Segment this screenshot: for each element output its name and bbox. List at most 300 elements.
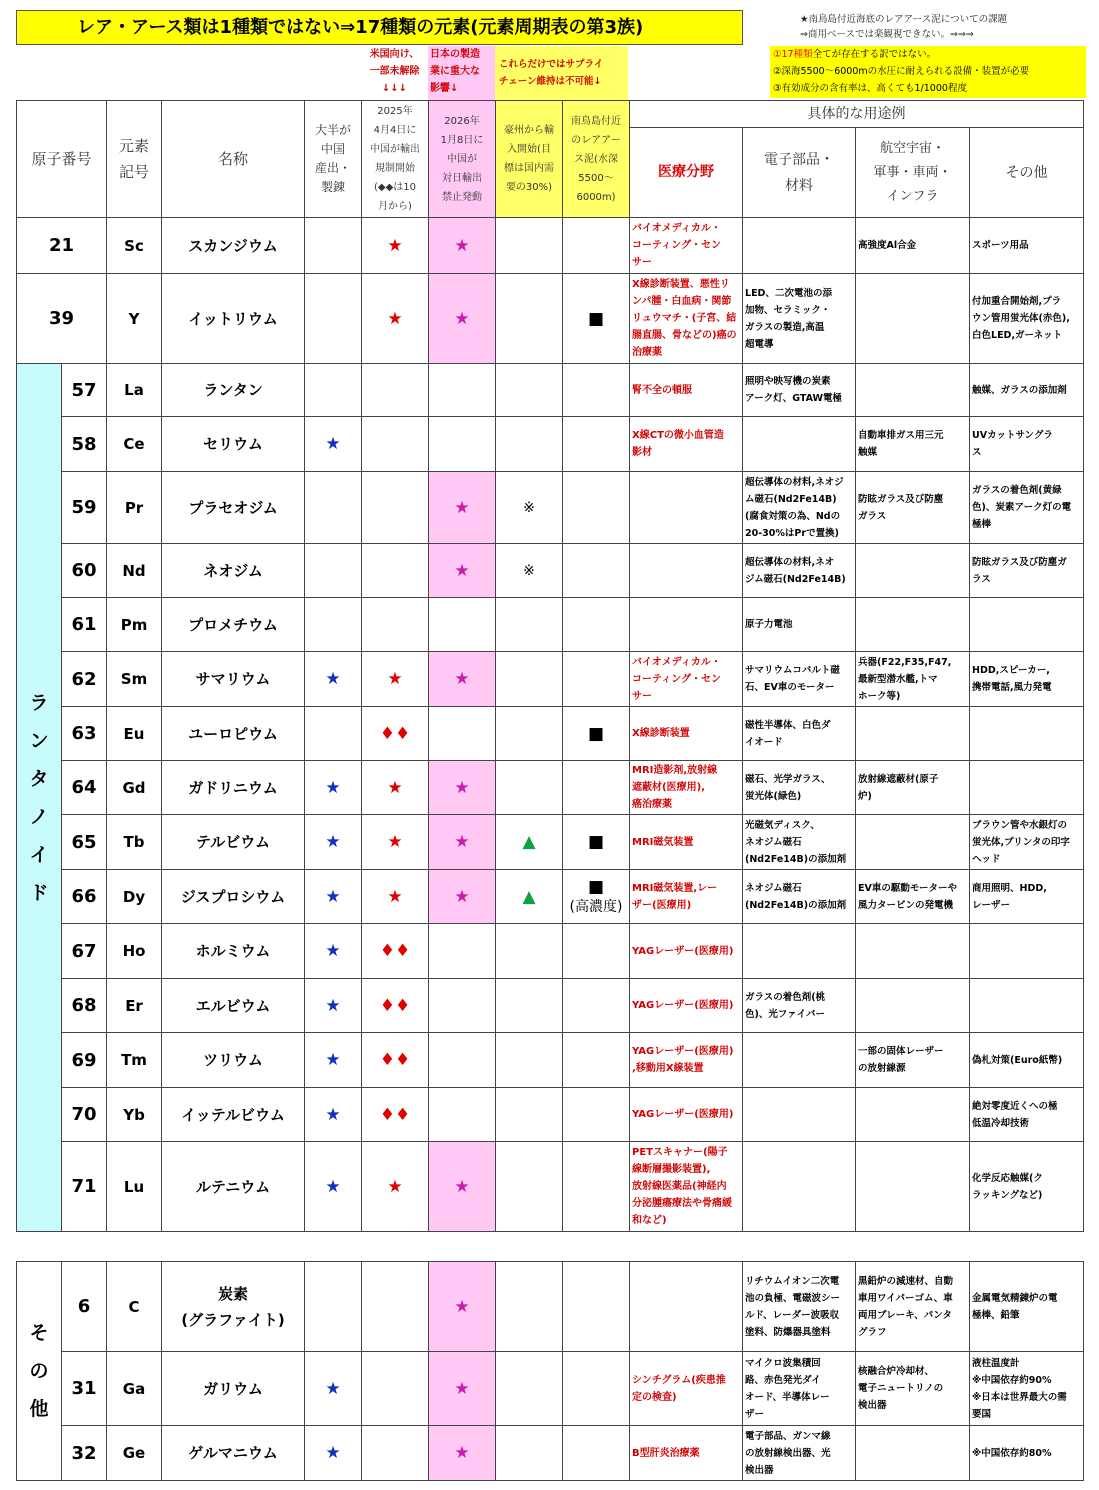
medical-use: バイオメディカル・ コーティング・セン サー (630, 218, 743, 274)
triangle-mark: ▲ (522, 832, 536, 852)
element-symbol: Yb (107, 1088, 162, 1142)
header-minamitori: 南鳥島付近 のレアアー ス泥(水深 5500～ 6000m) (563, 101, 630, 218)
export-ban-2026-cell (429, 1033, 496, 1088)
blue-star-mark: ★ (325, 1443, 341, 1463)
minamitori-mud-cell (563, 1352, 630, 1426)
export-control-2025-cell (362, 218, 429, 274)
export-ban-2026-cell (429, 761, 496, 815)
element-row (17, 472, 1084, 544)
element-symbol: Pm (107, 598, 162, 652)
page-title: レア・アース類は1種類ではない⇒17種類の元素(元素周期表の第3族) (16, 10, 743, 45)
ref-mark: ※ (523, 500, 535, 516)
atomic-number: 65 (62, 815, 107, 870)
china-production-cell (305, 1426, 362, 1481)
other-use: 偽札対策(Euro紙幣) (970, 1033, 1084, 1088)
aerospace-use (856, 707, 970, 761)
australia-import-cell (496, 979, 563, 1033)
china-production-cell (305, 815, 362, 870)
export-ban-2026-cell (429, 544, 496, 598)
element-name: テルビウム (162, 815, 305, 870)
other-use: 金属電気精錬炉の電 極棒、鉛筆 (970, 1262, 1084, 1352)
red-star-mark: ★ (387, 777, 403, 798)
export-ban-2026-cell (429, 417, 496, 472)
diamonds-mark: ♦♦ (379, 941, 411, 961)
minamitori-mud-cell (563, 924, 630, 979)
aerospace-use: 核融合炉冷却材、 電子ニュートリノの 検出器 (856, 1352, 970, 1426)
other-use: 化学反応触媒(ク ラッキングなど) (970, 1142, 1084, 1232)
atomic-number: 60 (62, 544, 107, 598)
minamitori-mud-cell (563, 1142, 630, 1232)
export-control-2025-cell (362, 1033, 429, 1088)
australia-import-cell (496, 652, 563, 707)
minamitori-mud-cell (563, 870, 630, 924)
element-row (17, 598, 1084, 652)
export-ban-2026-cell (429, 274, 496, 364)
element-name: ホルミウム (162, 924, 305, 979)
other-use (970, 598, 1084, 652)
blue-star-mark: ★ (325, 777, 341, 798)
red-star-mark: ★ (387, 886, 403, 907)
minamitori-mud-cell (563, 652, 630, 707)
medical-use: YAGレーザー(医療用) ,移動用X線装置 (630, 1033, 743, 1088)
element-row (17, 218, 1084, 274)
electronics-use: 原子力電池 (743, 598, 856, 652)
pink-star-mark: ★ (454, 832, 470, 852)
element-row (17, 924, 1084, 979)
other-use: ブラウン管や水銀灯の 蛍光体,プリンタの印字 ヘッド (970, 815, 1084, 870)
element-name: スカンジウム (162, 218, 305, 274)
header-australia: 豪州から輸 入開始(目 標は国内需 要の30%) (496, 101, 563, 218)
medical-use: YAGレーザー(医療用) (630, 924, 743, 979)
atomic-number: 68 (62, 979, 107, 1033)
china-production-cell (305, 1088, 362, 1142)
blue-star-mark: ★ (325, 434, 341, 454)
china-production-cell (305, 1262, 362, 1352)
element-row (17, 544, 1084, 598)
medical-use (630, 472, 743, 544)
australia-import-cell (496, 417, 563, 472)
atomic-number: 61 (62, 598, 107, 652)
minamitori-mud-cell (563, 1033, 630, 1088)
australia-import-cell (496, 364, 563, 417)
china-production-cell (305, 218, 362, 274)
medical-use: YAGレーザー(医療用) (630, 1088, 743, 1142)
element-name: イットリウム (162, 274, 305, 364)
issues-box (770, 46, 1086, 98)
other-use (970, 979, 1084, 1033)
red-star-mark: ★ (387, 235, 403, 256)
pink-star-mark: ★ (454, 497, 470, 518)
export-control-2025-cell (362, 364, 429, 417)
aerospace-use (856, 1142, 970, 1232)
aerospace-use: 兵器(F22,F35,F47, 最新型潜水艦,トマ ホーク等) (856, 652, 970, 707)
export-ban-2026-cell (429, 598, 496, 652)
pink-star-mark: ★ (454, 1176, 470, 1197)
issue-1-lead: ①17種類 (773, 49, 813, 60)
element-symbol: C (107, 1262, 162, 1352)
header-symbol: 元素 記号 (107, 101, 162, 218)
square-mark: ■ (587, 832, 605, 852)
issue-1-text: 全てが存在する訳ではない。 (812, 49, 937, 60)
minamitori-mud-cell (563, 1426, 630, 1481)
china-production-cell (305, 472, 362, 544)
minamitori-mud-cell (563, 364, 630, 417)
diamonds-mark: ♦♦ (379, 1104, 411, 1125)
atomic-number: 62 (62, 652, 107, 707)
element-symbol: Lu (107, 1142, 162, 1232)
element-symbol: Tm (107, 1033, 162, 1088)
atomic-number: 39 (17, 274, 107, 364)
atomic-number: 32 (62, 1426, 107, 1481)
red-star-mark: ★ (387, 832, 403, 852)
japan-note: 日本の製造 業に重大な 影響↓ (430, 49, 480, 94)
other-use: ガラスの着色剤(黄緑 色)、炭素アーク灯の電 極棒 (970, 472, 1084, 544)
electronics-use (743, 417, 856, 472)
medical-use: シンチグラム(疾患推 定の検査) (630, 1352, 743, 1426)
pink-star-mark: ★ (454, 777, 470, 798)
element-name: セリウム (162, 417, 305, 472)
header-name: 名称 (162, 101, 305, 218)
header-jan2026: 2026年 1月8日に 中国が 対日輸出 禁止発動 (429, 101, 496, 218)
china-production-cell (305, 364, 362, 417)
china-production-cell (305, 870, 362, 924)
pink-star-mark: ★ (454, 308, 470, 329)
australia-import-cell (496, 472, 563, 544)
aerospace-use (856, 1426, 970, 1481)
export-ban-2026-cell (429, 870, 496, 924)
element-name: ランタン (162, 364, 305, 417)
china-production-cell (305, 1033, 362, 1088)
atomic-number: 64 (62, 761, 107, 815)
other-use: UVカットサングラ ス (970, 417, 1084, 472)
minamitori-mud-cell (563, 598, 630, 652)
other-use (970, 924, 1084, 979)
element-row (17, 1426, 1084, 1481)
element-row (17, 870, 1084, 924)
australia-import-cell (496, 544, 563, 598)
issue-1 (773, 46, 1086, 63)
element-name: 炭素 (グラファイト) (162, 1262, 305, 1352)
aerospace-use (856, 815, 970, 870)
australia-import-cell (496, 1033, 563, 1088)
aerospace-use (856, 1088, 970, 1142)
china-production-cell (305, 979, 362, 1033)
china-production-cell (305, 707, 362, 761)
element-symbol: Pr (107, 472, 162, 544)
medical-use: MRI磁気装置,レー ザー(医療用) (630, 870, 743, 924)
header-medical: 医療分野 (630, 128, 743, 218)
element-name: ジスプロシウム (162, 870, 305, 924)
export-ban-2026-cell (429, 815, 496, 870)
medical-use (630, 1262, 743, 1352)
element-row (17, 1033, 1084, 1088)
triangle-mark: ▲ (522, 886, 536, 907)
issue-2: ②深海5500～6000mの水圧に耐えられる設備・装置が必要 (773, 66, 1030, 77)
export-ban-2026-cell (429, 364, 496, 417)
aerospace-use: 放射線遮蔽材(原子 炉) (856, 761, 970, 815)
element-symbol: Dy (107, 870, 162, 924)
australia-import-cell (496, 761, 563, 815)
australia-import-cell (496, 815, 563, 870)
other-use: 付加重合開始剤,プラ ウン管用蛍光体(赤色), 白色LED,ガーネット (970, 274, 1084, 364)
medical-use (630, 598, 743, 652)
electronics-use: 磁性半導体、白色ダ イオード (743, 707, 856, 761)
electronics-use: ガラスの着色剤(桃 色)、光ファイバー (743, 979, 856, 1033)
element-symbol: Sc (107, 218, 162, 274)
australia-import-cell (496, 1262, 563, 1352)
export-control-2025-cell (362, 707, 429, 761)
export-ban-2026-cell (429, 979, 496, 1033)
export-ban-2026-cell (429, 1426, 496, 1481)
element-row (17, 707, 1084, 761)
china-production-cell (305, 544, 362, 598)
element-row (17, 1262, 1084, 1352)
aerospace-use: 自動車排ガス用三元 触媒 (856, 417, 970, 472)
atomic-number: 59 (62, 472, 107, 544)
blue-star-mark: ★ (325, 1378, 341, 1399)
element-row (17, 417, 1084, 472)
minamitori-mud-cell (563, 472, 630, 544)
element-row (17, 761, 1084, 815)
export-ban-2026-cell (429, 1088, 496, 1142)
china-production-cell (305, 1352, 362, 1426)
pink-star-mark: ★ (454, 1378, 470, 1399)
electronics-use: 光磁気ディスク、 ネオジム磁石 (Nd2Fe14B)の添加剤 (743, 815, 856, 870)
element-symbol: Gd (107, 761, 162, 815)
element-symbol: Y (107, 274, 162, 364)
aerospace-use (856, 979, 970, 1033)
export-control-2025-cell (362, 1426, 429, 1481)
electronics-use (743, 218, 856, 274)
blue-star-mark: ★ (325, 941, 341, 961)
electronics-use: 超伝導体の材料,ネオジ ム磁石(Nd2Fe14B) (腐食対策の為、Ndの 20-30%はPrで置換) (743, 472, 856, 544)
blue-star-mark: ★ (325, 669, 341, 689)
medical-use: X線診断装置、悪性リ ンパ腫・白血病・関節 リュウマチ・(子宮、結 腸直腸、骨などの)癌の 治療薬 (630, 274, 743, 364)
other-use (970, 761, 1084, 815)
medical-use: B型肝炎治療薬 (630, 1426, 743, 1481)
element-row (17, 1088, 1084, 1142)
electronics-use: ネオジム磁石 (Nd2Fe14B)の添加剤 (743, 870, 856, 924)
element-row (17, 1352, 1084, 1426)
element-symbol: Er (107, 979, 162, 1033)
pink-star-mark: ★ (454, 235, 470, 256)
china-production-cell (305, 652, 362, 707)
atomic-number: 66 (62, 870, 107, 924)
element-name: ネオジム (162, 544, 305, 598)
aerospace-use: 一部の固体レーザー の放射線源 (856, 1033, 970, 1088)
aerospace-use (856, 274, 970, 364)
element-symbol: Nd (107, 544, 162, 598)
export-ban-2026-cell (429, 1142, 496, 1232)
element-name: ガドリニウム (162, 761, 305, 815)
aerospace-use: 防眩ガラス及び防塵 ガラス (856, 472, 970, 544)
export-ban-2026-cell (429, 1262, 496, 1352)
aerospace-use: EV車の駆動モーターや 風力タービンの発電機 (856, 870, 970, 924)
electronics-use (743, 1088, 856, 1142)
export-control-2025-cell (362, 1088, 429, 1142)
aerospace-use (856, 364, 970, 417)
element-symbol: Ce (107, 417, 162, 472)
pink-star-mark: ★ (454, 1296, 470, 1317)
export-control-2025-cell (362, 1352, 429, 1426)
export-ban-2026-cell (429, 218, 496, 274)
element-name: ゲルマニウム (162, 1426, 305, 1481)
header-aerospace: 航空宇宙・ 軍事・車両・ インフラ (856, 128, 970, 218)
red-star-mark: ★ (387, 308, 403, 329)
element-name: エルビウム (162, 979, 305, 1033)
element-name: プロメチウム (162, 598, 305, 652)
pink-star-mark: ★ (454, 669, 470, 689)
square-mark: ■ (587, 308, 605, 329)
header-electronics: 電子部品・ 材料 (743, 128, 856, 218)
china-production-cell (305, 598, 362, 652)
top-note-line-2: ⇒商用ベースでは楽観視できない。⇒⇒⇒ (800, 29, 974, 40)
square-mark: ■ (587, 723, 605, 744)
other-use: ※中国依存約80% (970, 1426, 1084, 1481)
pink-star-mark: ★ (454, 886, 470, 907)
blue-star-mark: ★ (325, 832, 341, 852)
atomic-number: 71 (62, 1142, 107, 1232)
blue-star-mark: ★ (325, 886, 341, 907)
electronics-use: 超伝導体の材料,ネオ ジム磁石(Nd2Fe14B) (743, 544, 856, 598)
blue-star-mark: ★ (325, 995, 341, 1016)
china-production-cell (305, 274, 362, 364)
other-use: 商用照明、HDD, レーザー (970, 870, 1084, 924)
aerospace-use (856, 924, 970, 979)
element-name: サマリウム (162, 652, 305, 707)
atomic-number: 69 (62, 1033, 107, 1088)
minamitori-mud-cell (563, 707, 630, 761)
other-elements-table (16, 1261, 1084, 1481)
atomic-number: 58 (62, 417, 107, 472)
diamonds-mark: ♦♦ (379, 995, 411, 1016)
australia-import-cell (496, 870, 563, 924)
export-control-2025-cell (362, 979, 429, 1033)
red-star-mark: ★ (387, 669, 403, 689)
medical-use: MRI造影剤,放射線 遮蔽材(医療用), 癌治療薬 (630, 761, 743, 815)
export-control-2025-cell (362, 924, 429, 979)
australia-import-cell (496, 1352, 563, 1426)
pink-star-mark: ★ (454, 560, 470, 581)
diamonds-mark: ♦♦ (379, 723, 411, 744)
high-concentration-note: (高濃度) (569, 898, 623, 915)
header-atomic-number: 原子番号 (17, 101, 107, 218)
electronics-use: 電子部品、ガンマ線 の放射線検出器、光 検出器 (743, 1426, 856, 1481)
australia-import-cell (496, 1426, 563, 1481)
australia-import-cell (496, 274, 563, 364)
header-uses: 具体的な用途例 (630, 101, 1084, 128)
element-row (17, 274, 1084, 364)
supply-note: これらだけではサプライ チェーン維持は不可能↓ (499, 59, 604, 87)
electronics-use: リチウムイオン二次電 池の負極、電磁波シー ルド、レーダー波吸収 塗料、防爆器具塗料 (743, 1262, 856, 1352)
export-ban-2026-cell (429, 652, 496, 707)
atomic-number: 21 (17, 218, 107, 274)
electronics-use: マイクロ波集積回 路、赤色発光ダイ オード、半導体レー ザー (743, 1352, 856, 1426)
other-use: 触媒、ガラスの添加剤 (970, 364, 1084, 417)
element-symbol: Ge (107, 1426, 162, 1481)
element-row (17, 364, 1084, 417)
medical-use: YAGレーザー(医療用) (630, 979, 743, 1033)
minamitori-mud-cell (563, 761, 630, 815)
china-production-cell (305, 417, 362, 472)
export-control-2025-cell (362, 870, 429, 924)
element-name: プラセオジム (162, 472, 305, 544)
element-row (17, 979, 1084, 1033)
aerospace-use: 黒鉛炉の減速材、自動 車用ワイパーゴム、車 両用ブレーキ、パンタ グラフ (856, 1262, 970, 1352)
electronics-use: 照明や映写機の炭素 アーク灯、GTAW電極 (743, 364, 856, 417)
element-name: ガリウム (162, 1352, 305, 1426)
square-mark: ■ (587, 876, 605, 897)
minamitori-mud-cell (563, 417, 630, 472)
top-note (800, 12, 1095, 42)
element-row (17, 1142, 1084, 1232)
australia-import-cell (496, 707, 563, 761)
china-production-cell (305, 1142, 362, 1232)
medical-use: PETスキャナー(陽子 線断層撮影装置), 放射線医薬品(神経内 分泌腫瘍療法や骨痛緩 和など) (630, 1142, 743, 1232)
electronics-use: 磁石、光学ガラス、 蛍光体(緑色) (743, 761, 856, 815)
export-ban-2026-cell (429, 1352, 496, 1426)
ref-mark: ※ (523, 563, 535, 579)
element-symbol: Tb (107, 815, 162, 870)
electronics-use: LED、二次電池の添 加物、セラミック・ ガラスの製造,高温 超電導 (743, 274, 856, 364)
australia-import-cell (496, 1142, 563, 1232)
element-name: ルテニウム (162, 1142, 305, 1232)
china-production-cell (305, 761, 362, 815)
minamitori-mud-cell (563, 979, 630, 1033)
element-name: ユーロピウム (162, 707, 305, 761)
red-star-mark: ★ (387, 1176, 403, 1197)
australia-import-cell (496, 218, 563, 274)
element-symbol: Ga (107, 1352, 162, 1426)
issue-3: ③有効成分の含有率は、高くても1/1000程度 (773, 83, 967, 94)
minamitori-mud-cell (563, 1088, 630, 1142)
header-china: 大半が 中国 産出・ 製錬 (305, 101, 362, 218)
medical-use: X線CTの微小血管造 影材 (630, 417, 743, 472)
australia-import-cell (496, 598, 563, 652)
element-symbol: Sm (107, 652, 162, 707)
group-others: そ の 他 (17, 1262, 62, 1481)
top-note-line-1: ★南鳥島付近海底のレアアース泥についての課題 (800, 14, 1008, 25)
export-control-2025-cell (362, 1142, 429, 1232)
other-use: 絶対零度近くへの極 低温冷却技術 (970, 1088, 1084, 1142)
export-control-2025-cell (362, 274, 429, 364)
minamitori-mud-cell (563, 1262, 630, 1352)
element-name: イッテルビウム (162, 1088, 305, 1142)
china-production-cell (305, 924, 362, 979)
export-control-2025-cell (362, 652, 429, 707)
element-row (17, 815, 1084, 870)
export-control-2025-cell (362, 1262, 429, 1352)
aerospace-use (856, 598, 970, 652)
other-use (970, 707, 1084, 761)
export-control-2025-cell (362, 761, 429, 815)
atomic-number: 57 (62, 364, 107, 417)
electronics-use (743, 1142, 856, 1232)
other-use: 防眩ガラス及び防塵ガ ラス (970, 544, 1084, 598)
export-control-2025-cell (362, 472, 429, 544)
header-other: その他 (970, 128, 1084, 218)
minamitori-mud-cell (563, 815, 630, 870)
element-name: ツリウム (162, 1033, 305, 1088)
export-control-2025-cell (362, 815, 429, 870)
medical-use: 腎不全の頓服 (630, 364, 743, 417)
element-symbol: Eu (107, 707, 162, 761)
medical-use: X線診断装置 (630, 707, 743, 761)
atomic-number: 70 (62, 1088, 107, 1142)
element-table (16, 100, 1084, 1232)
other-use: HDD,スピーカー, 携帯電話,風力発電 (970, 652, 1084, 707)
other-use: 液柱温度計 ※中国依存約90% ※日本は世界最大の需 要国 (970, 1352, 1084, 1426)
